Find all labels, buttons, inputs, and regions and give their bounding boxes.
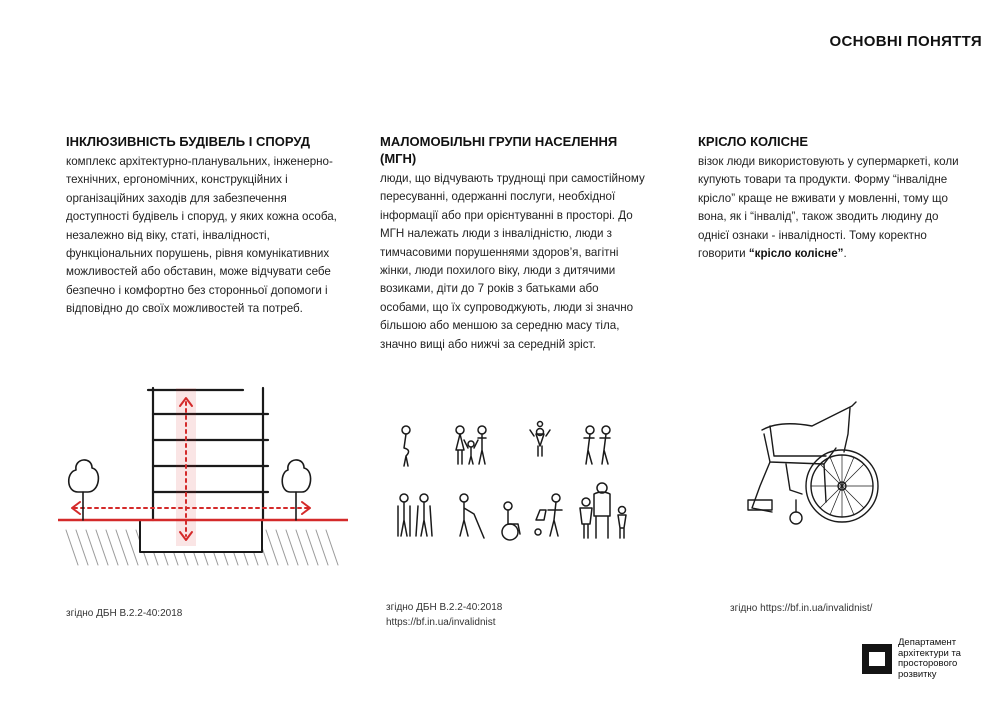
body-wheelchair	[698, 153, 968, 263]
crutches-person-icon	[398, 494, 432, 536]
blind-person-icon	[460, 494, 484, 538]
family-icon	[456, 426, 486, 464]
heading-wheelchair: КРІСЛО КОЛІСНЕ	[698, 134, 809, 149]
body-mgn: люди, що відчувають труднощі при самостійному пересуванні, одержанні послуги, необхідної інформації або при орієнтуванні в просторі. До МГН належать люди з інвалідністю, люди з тимчасовими порушеннями здоров’я, вагітні жінки, люди похилого віку, люди з дитячими возиками, діти до 7 років з батьками або особами, що їх супроводжують, люди зі значно більшою або меншою за середню масу тіла, значно вищі або нижчі за середній зріст.	[380, 172, 645, 351]
heading-mgn: МАЛОМОБІЛЬНІ ГРУПИ НАСЕЛЕННЯ (МГН)	[380, 134, 618, 166]
stroller-parent-icon	[535, 494, 562, 536]
department-name-line: Департамент	[898, 637, 957, 648]
page-title: ОСНОВНІ ПОНЯТТЯ	[829, 33, 982, 50]
column-wheelchair	[698, 133, 968, 263]
varied-body-size-icon	[580, 483, 626, 538]
elderly-couple-icon	[584, 426, 610, 464]
source-mgn	[386, 600, 502, 630]
pregnant-person-icon	[402, 426, 410, 466]
source-mgn-line: згідно ДБН В.2.2-40:2018	[386, 602, 503, 613]
heading-inclusivity: ІНКЛЮЗИВНІСТЬ БУДІВЕЛЬ І СПОРУД	[66, 134, 311, 149]
wheelchair-user-icon	[502, 502, 520, 540]
column-mgn	[380, 133, 650, 354]
column-inclusivity	[66, 133, 346, 319]
body-wheelchair-text: візок люди використовують у супермаркеті, коли купують товари та продукти. Форму “інвалідне крісло” краще не вживати у мовленні, тому що вона, як і “інвалід”, також зводить людину до однієї ознаки - інвалідності. Тому коректно говорити	[698, 155, 959, 261]
department-logo-icon	[862, 644, 892, 674]
department-block	[862, 638, 994, 680]
wheelchair-illustration	[740, 390, 890, 540]
department-name-line: просторового розвитку	[898, 658, 958, 680]
people-groups-illustration	[390, 420, 650, 550]
department-name	[898, 638, 994, 680]
body-wheelchair-end: .	[843, 247, 847, 261]
parent-with-child-icon	[530, 422, 550, 457]
department-name-line: архітектури та	[898, 647, 961, 659]
source-mgn-link[interactable]: https://bf.in.ua/invalidnist	[386, 617, 496, 628]
source-inclusivity: згідно ДБН В.2.2-40:2018	[66, 608, 183, 619]
body-inclusivity: комплекс архітектурно-планувальних, інженерно-технічних, ергономічних, конструкційних і організаційних заходів для забезпечення доступності будівель і споруд, у яких кожна особа, незалежно від віку, статі, інвалідності, функціональних порушень, рівня комунікативних можливостей або обставин, може відчувати себе безпечно і комфортно без сторонньої допомоги і відповідно до своїх можливостей та потреб.	[66, 155, 337, 316]
source-wheelchair[interactable]: згідно https://bf.in.ua/invalidnist/	[730, 603, 873, 614]
body-wheelchair-bold: “крісло колісне”	[748, 247, 844, 261]
building-accessibility-illustration	[58, 380, 348, 580]
